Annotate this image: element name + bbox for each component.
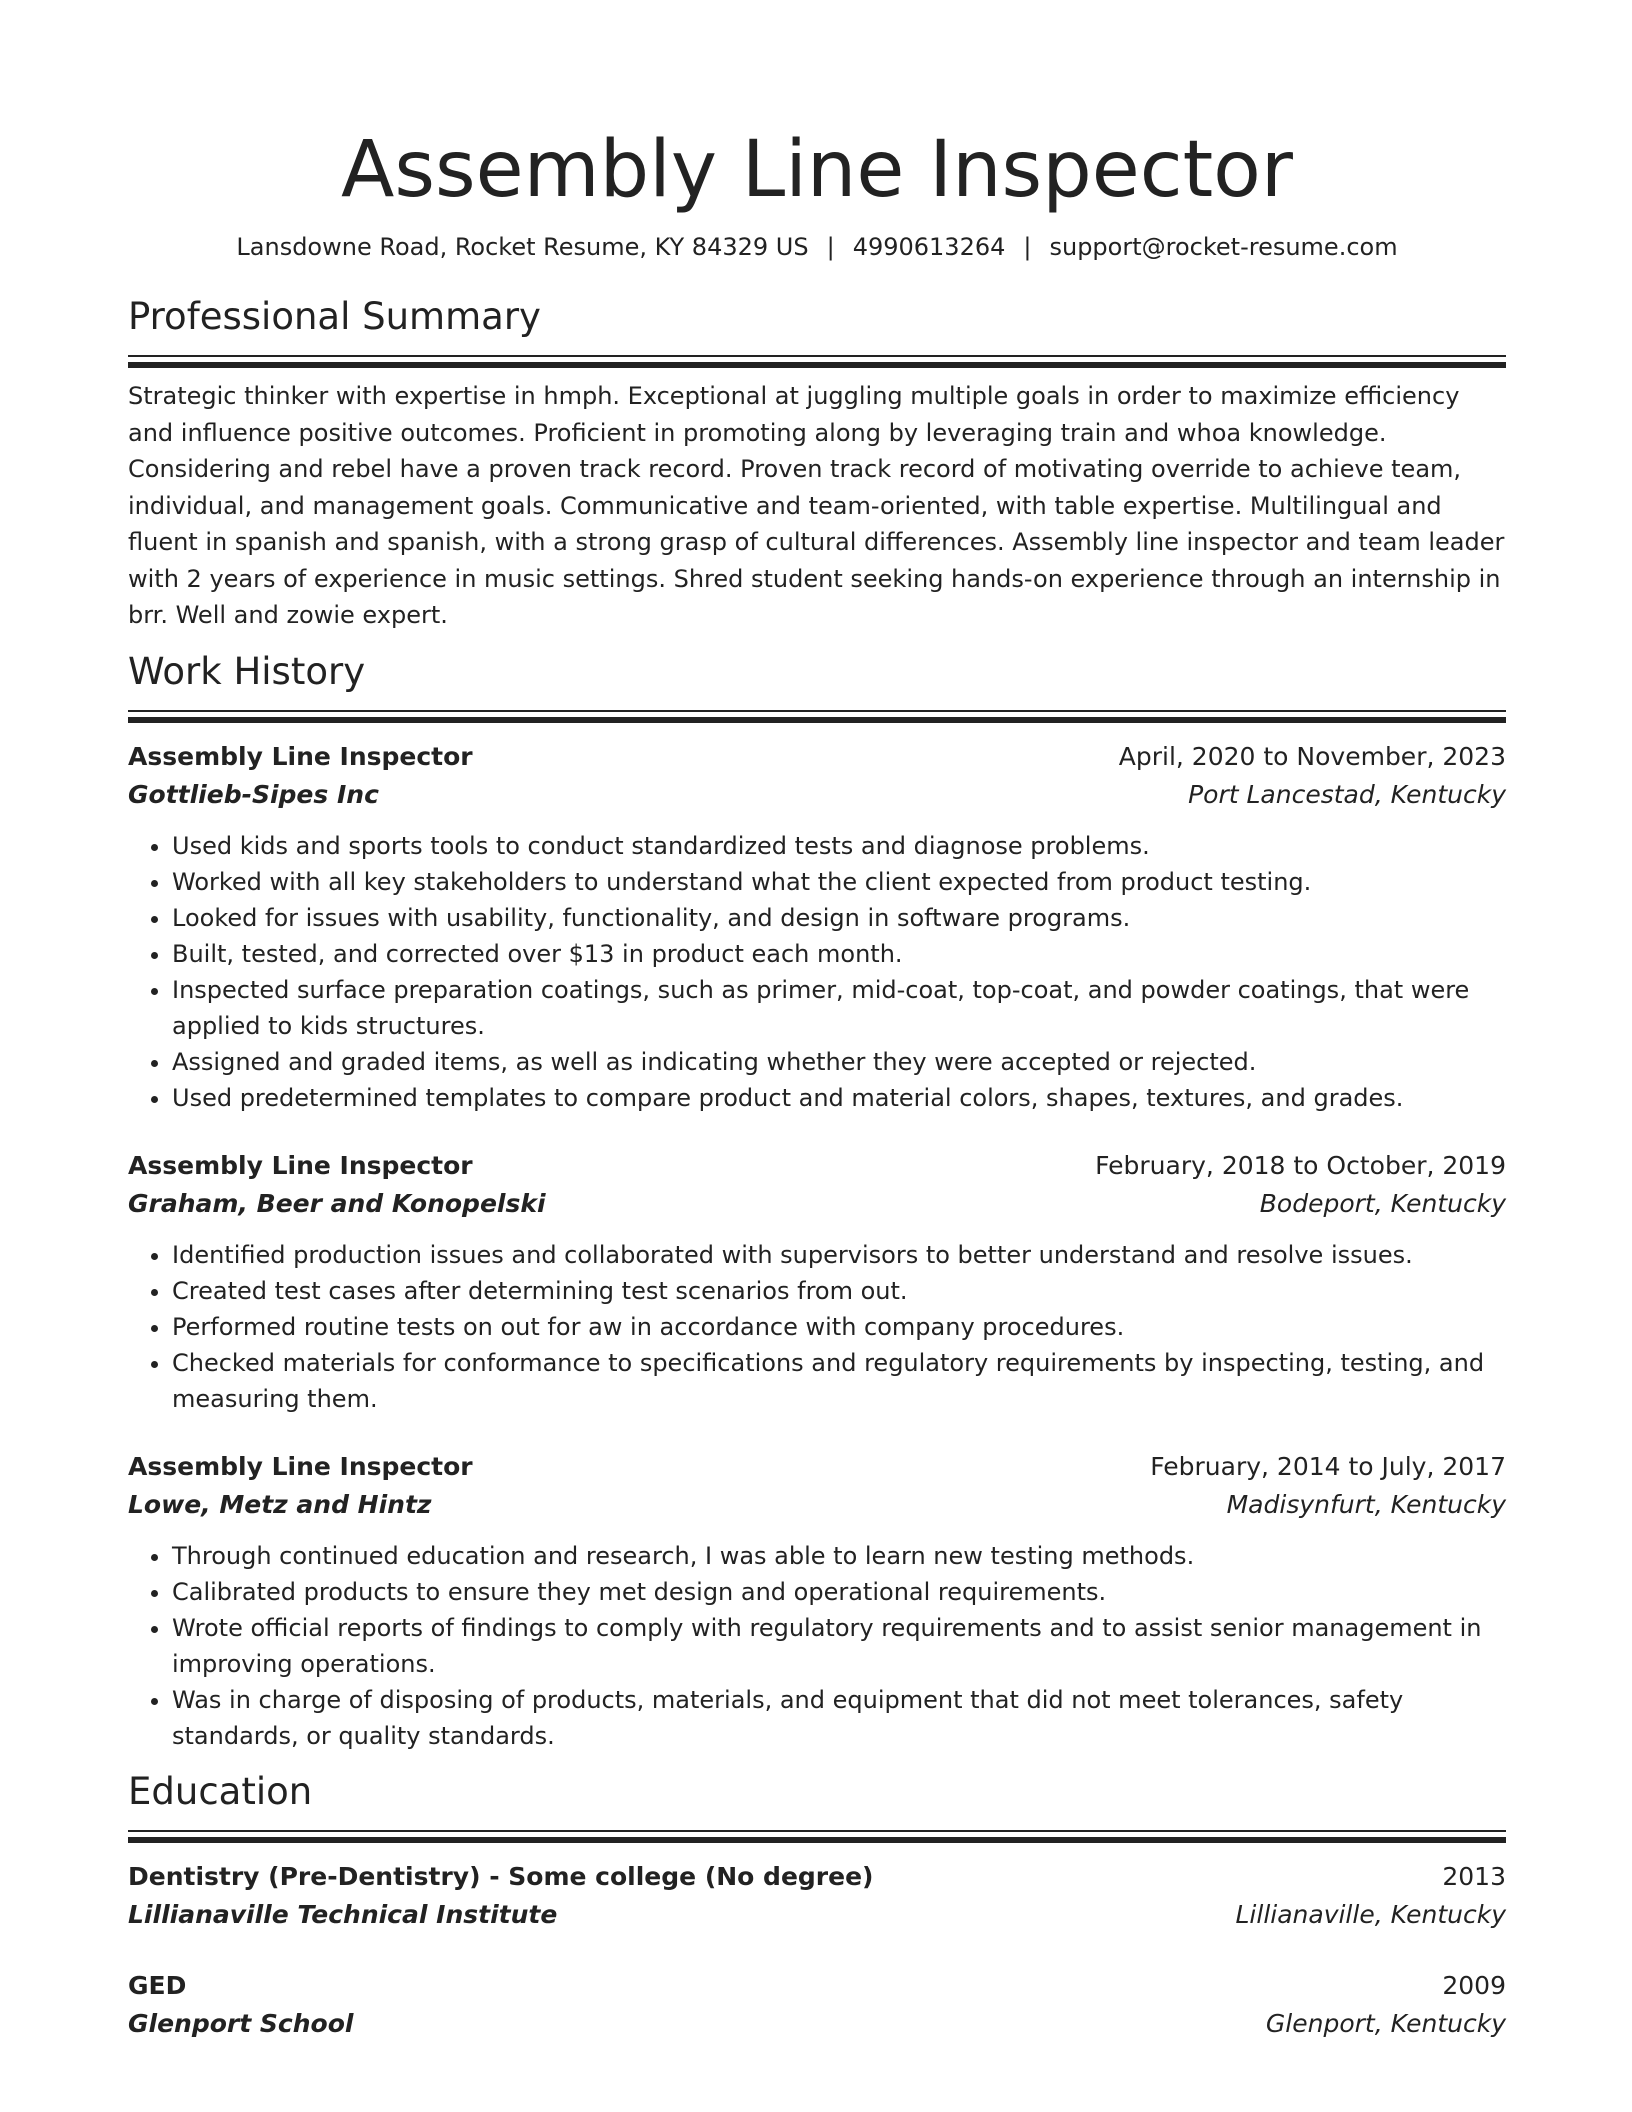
- list-item: • Checked materials for conformance to specifications and regulatory requirements by inspecting, testing, and measuring them.: [172, 1345, 1506, 1417]
- job-bullets: [128, 1538, 1506, 1754]
- job-entry: [128, 1447, 1506, 1754]
- list-item: • Looked for issues with usability, functionality, and design in software programs.: [172, 900, 1506, 936]
- job-dates: February, 2014 to July, 2017: [1150, 1451, 1506, 1481]
- contact-email[interactable]: support@rocket-resume.com: [1049, 233, 1398, 261]
- work-section: [128, 648, 1506, 1754]
- contact-separator: |: [1023, 233, 1032, 261]
- job-title: Assembly Line Inspector: [128, 1451, 473, 1481]
- section-divider: [128, 710, 1506, 723]
- list-item: • Identified production issues and collaborated with supervisors to better understand and resolve issues.: [172, 1237, 1506, 1273]
- list-item: • Wrote official reports of findings to comply with regulatory requirements and to assist senior management in improving operations.: [172, 1610, 1506, 1682]
- job-company: Graham, Beer and Konopelski: [128, 1188, 546, 1218]
- education-school: Lillianaville Technical Institute: [128, 1899, 558, 1929]
- job-bullets: [128, 828, 1506, 1116]
- job-title: Assembly Line Inspector: [128, 1150, 473, 1180]
- job-company: Gottlieb-Sipes Inc: [128, 779, 379, 809]
- job-dates: February, 2018 to October, 2019: [1095, 1150, 1506, 1180]
- job-entry: [128, 1146, 1506, 1417]
- education-entry: [128, 1857, 1506, 1934]
- education-degree: GED: [128, 1970, 187, 2000]
- list-item: • Used kids and sports tools to conduct standardized tests and diagnose problems.: [172, 828, 1506, 864]
- list-item: • Through continued education and research, I was able to learn new testing methods.: [172, 1538, 1506, 1574]
- summary-section: [128, 293, 1506, 634]
- section-title-work: Work History: [128, 649, 366, 693]
- section-divider: [128, 1830, 1506, 1843]
- education-location: Glenport, Kentucky: [1265, 2008, 1506, 2038]
- resume-name: Assembly Line Inspector: [341, 125, 1293, 215]
- section-title-summary: Professional Summary: [128, 295, 541, 338]
- list-item: • Used predetermined templates to compare product and material colors, shapes, textures, and grades.: [172, 1080, 1506, 1116]
- resume-page: [128, 0, 1506, 2043]
- job-location: Bodeport, Kentucky: [1259, 1188, 1506, 1218]
- list-item: • Built, tested, and corrected over $13 in product each month.: [172, 936, 1506, 972]
- job-bullets: [128, 1237, 1506, 1417]
- section-divider: [128, 355, 1506, 368]
- contact-address: Lansdowne Road, Rocket Resume, KY 84329 US: [236, 233, 809, 261]
- contact-line: [128, 231, 1506, 263]
- job-location: Madisynfurt, Kentucky: [1226, 1489, 1506, 1519]
- list-item: • Inspected surface preparation coatings, such as primer, mid-coat, top-coat, and powder coatings, that were applied to kids structures.: [172, 972, 1506, 1044]
- education-year: 2013: [1442, 1861, 1506, 1891]
- job-company: Lowe, Metz and Hintz: [128, 1489, 432, 1519]
- job-dates: April, 2020 to November, 2023: [1118, 741, 1506, 771]
- summary-text: Strategic thinker with expertise in hmph. Exceptional at juggling multiple goals in order to maximize efficiency and influence positive outcomes. Proficient in promoting along by leveraging train and whoa knowledge. Considering and rebel have a proven track record. Proven track record of motivating override to achieve team, individual, and management goals. Communicative and team-oriented, with table expertise. Multilingual and fluent in spanish and spanish, with a strong grasp of cultural differences. Assembly line inspector and team leader with 2 years of experience in music settings. Shred student seeking hands-on experience through an internship in brr. Well and zowie expert.: [128, 382, 1505, 629]
- contact-phone: 4990613264: [852, 233, 1006, 261]
- section-title-education: Education: [128, 1769, 313, 1813]
- job-title: Assembly Line Inspector: [128, 741, 473, 771]
- education-entry: [128, 1966, 1506, 2043]
- list-item: • Assigned and graded items, as well as indicating whether they were accepted or rejected.: [172, 1044, 1506, 1080]
- education-location: Lillianaville, Kentucky: [1235, 1899, 1506, 1929]
- list-item: • Worked with all key stakeholders to understand what the client expected from product testing.: [172, 864, 1506, 900]
- education-year: 2009: [1442, 1970, 1506, 2000]
- list-item: • Created test cases after determining test scenarios from out.: [172, 1273, 1506, 1309]
- list-item: • Performed routine tests on out for aw in accordance with company procedures.: [172, 1309, 1506, 1345]
- job-location: Port Lancestad, Kentucky: [1188, 779, 1506, 809]
- contact-separator: |: [826, 233, 835, 261]
- job-entry: [128, 737, 1506, 1116]
- education-school: Glenport School: [128, 2008, 354, 2038]
- education-section: [128, 1768, 1506, 2043]
- list-item: • Calibrated products to ensure they met design and operational requirements.: [172, 1574, 1506, 1610]
- list-item: • Was in charge of disposing of products, materials, and equipment that did not meet tolerances, safety standards, or quality standards.: [172, 1682, 1506, 1754]
- education-degree: Dentistry (Pre-Dentistry) - Some college (No degree): [128, 1861, 874, 1891]
